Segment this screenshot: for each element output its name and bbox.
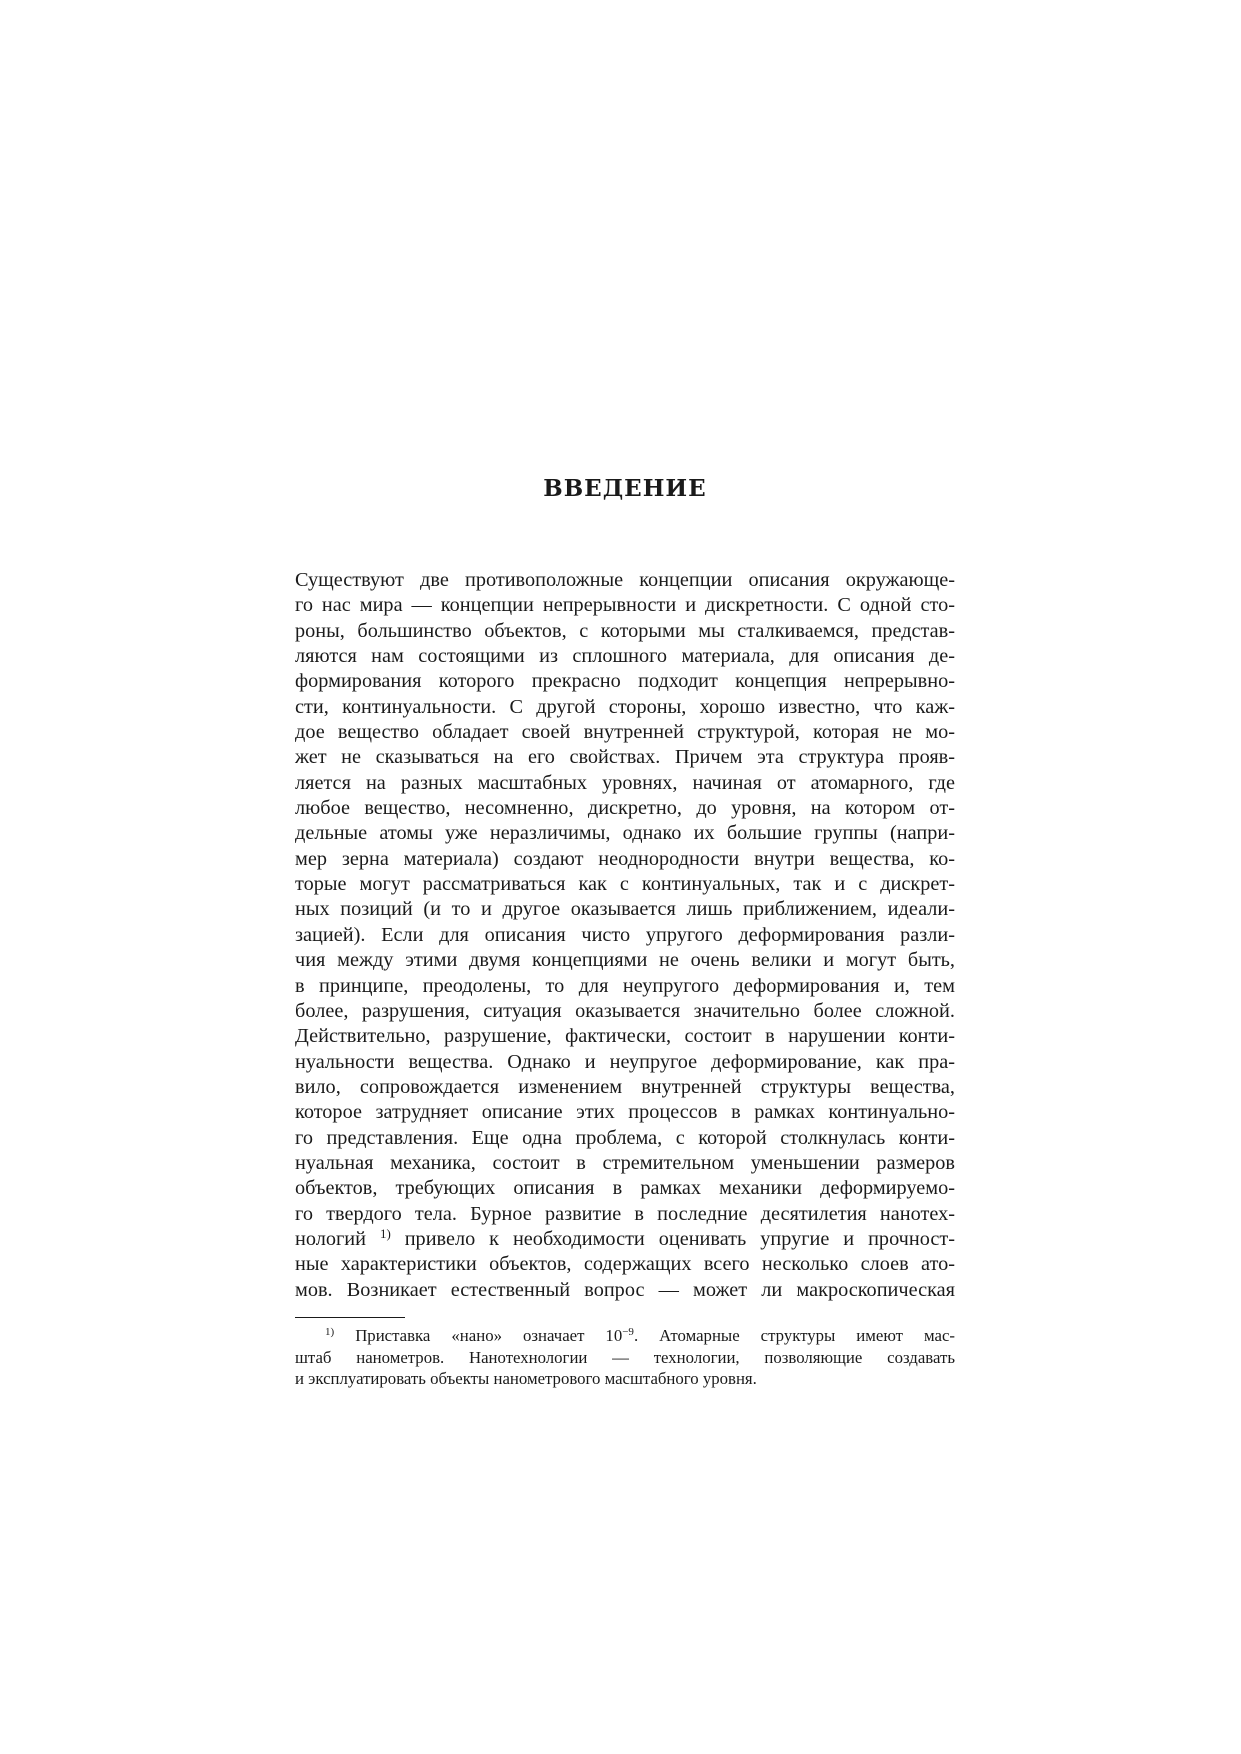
text-line: Существуют две противоположные концепции описания окружающе- [295, 569, 955, 591]
footnote-separator [295, 1317, 405, 1318]
text-line: ляется на разных масштабных уровнях, начиная от атомарного, где [295, 771, 955, 794]
text-line: вило, сопровождается изменением внутренней структуры вещества, [295, 1075, 955, 1098]
footnote-line: и эксплуатировать объекты нанометрового масштабного уровня. [295, 1369, 757, 1388]
text-line: роны, большинство объектов, с которыми мы сталкиваемся, представ- [295, 619, 955, 642]
footnote-marker: 1) [325, 1326, 335, 1338]
text-line: го твердого тела. Бурное развитие в последние десятилетия нанотех- [295, 1202, 955, 1225]
text-line: зацией). Если для описания чисто упругого деформирования разли- [295, 923, 955, 946]
text-line: мер зерна материала) создают неоднородности внутри вещества, ко- [295, 847, 955, 870]
text-line: ных позиций (и то и другое оказывается лишь приближением, идеали- [295, 898, 955, 921]
text-line: го представления. Еще одна проблема, с которой столкнулась конти- [295, 1126, 955, 1149]
text-line: любое вещество, несомненно, дискретно, до уровня, на котором от- [295, 797, 955, 820]
text-line: го нас мира — концепции непрерывности и дискретности. С одной сто- [295, 594, 955, 617]
text-line: нуальная механика, состоит в стремительном уменьшении размеров [295, 1151, 955, 1174]
text-line: торые могут рассматриваться как с континуальных, так и с дискрет- [295, 873, 955, 896]
text-line: дельные атомы уже неразличимы, однако их большие группы (напри- [295, 822, 955, 845]
text-line: Действительно, разрушение, фактически, состоит в нарушении конти- [295, 1025, 955, 1048]
footnote-line: штаб нанометров. Нанотехнологии — технологии, позволяющие создавать [295, 1347, 955, 1367]
footnote-text: Приставка «нано» означает 10 [355, 1326, 623, 1345]
text-line: ляются нам состоящими из сплошного материала, для описания де- [295, 645, 955, 668]
footnote-reference: 1) [379, 1225, 391, 1241]
text-segment: нологий [295, 1227, 367, 1250]
text-line: более, разрушения, ситуация оказывается значительно более сложной. [295, 999, 955, 1022]
footnote [295, 1325, 955, 1390]
body-paragraph [295, 568, 955, 1303]
text-line: которое затрудняет описание этих процессов в рамках континуально- [295, 1101, 955, 1124]
text-line: ные характеристики объектов, содержащих всего несколько слоев ато- [295, 1253, 955, 1276]
footnote-exponent: −9 [622, 1326, 634, 1338]
text-line: формирования которого прекрасно подходит концепция непрерывно- [295, 670, 955, 693]
text-line: сти, континуальности. С другой стороны, хорошо известно, что каж- [295, 695, 955, 718]
footnote-line [295, 1325, 955, 1347]
text-line: объектов, требующих описания в рамках механики деформируемо- [295, 1177, 955, 1200]
text-segment: привело к необходимости оценивать упругие и прочност- [404, 1227, 955, 1250]
text-line: дое вещество обладает своей внутренней структурой, которая не мо- [295, 721, 955, 744]
footnote-text: . Атомарные структуры имеют мас- [633, 1326, 956, 1345]
chapter-title: ВВЕДЕНИЕ [543, 475, 707, 502]
text-line: в принципе, преодолены, то для неупругого деформирования и, тем [295, 974, 955, 997]
text-line: чия между этими двумя концепциями не очень велики и могут быть, [295, 949, 955, 972]
text-line: мов. Возникает естественный вопрос — может ли макроскопическая [295, 1278, 955, 1301]
text-line: нуальности вещества. Однако и неупругое деформирование, как пра- [295, 1050, 955, 1073]
text-line: жет не сказываться на его свойствах. Причем эта структура прояв- [295, 746, 955, 769]
text-line-with-footnote-ref [295, 1227, 955, 1252]
